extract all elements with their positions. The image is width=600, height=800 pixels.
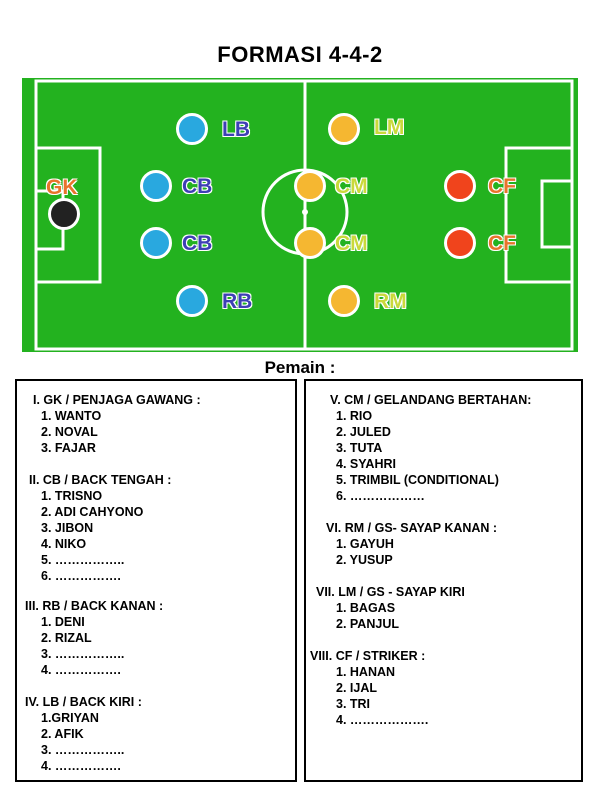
player-cf-2 — [444, 227, 476, 259]
player-cm-1 — [294, 170, 326, 202]
list-item: 1. HANAN — [336, 665, 396, 679]
list-item: 3. TRI — [336, 697, 371, 711]
player-label-rb: RB — [222, 290, 253, 313]
list-item: 4. SYAHRI — [336, 457, 396, 471]
list-item: 3. TUTA — [336, 441, 383, 455]
player-rb — [176, 285, 208, 317]
player-rm — [328, 285, 360, 317]
player-label-cf-2: CF — [488, 232, 516, 255]
list-item: 3. JIBON — [41, 521, 94, 535]
list-item: 1. RIO — [336, 409, 373, 423]
roster-box-right — [304, 379, 583, 782]
pitch-markings — [22, 78, 578, 352]
player-label-cm-1: CM — [335, 175, 368, 198]
list-item: 2. AFIK — [41, 727, 84, 741]
list-item: 6. ……………… — [336, 489, 425, 503]
list-item: 4. NIKO — [41, 537, 87, 551]
football-pitch — [22, 78, 578, 352]
player-cb-2 — [140, 227, 172, 259]
list-item: 1. GAYUH — [336, 537, 394, 551]
right-penalty-box — [506, 148, 572, 282]
section-heading-cf: VIII. CF / STRIKER : — [310, 649, 426, 663]
list-item: 2. ADI CAHYONO — [41, 505, 144, 519]
player-lb — [176, 113, 208, 145]
list-item: 3. …………….. — [41, 647, 125, 661]
player-label-rm: RM — [374, 290, 407, 313]
list-item: 2. PANJUL — [336, 617, 399, 631]
player-label-cf-1: CF — [488, 175, 516, 198]
list-item: 2. YUSUP — [336, 553, 393, 567]
list-item: 1.GRIYAN — [41, 711, 99, 725]
player-label-cb-2: CB — [182, 232, 213, 255]
player-cm-2 — [294, 227, 326, 259]
section-heading-lm: VII. LM / GS - SAYAP KIRI — [316, 585, 465, 599]
list-item: 1. BAGAS — [336, 601, 396, 615]
list-item: 2. JULED — [336, 425, 391, 439]
player-cf-1 — [444, 170, 476, 202]
center-spot — [302, 209, 308, 215]
list-item: 4. ……………. — [41, 663, 121, 677]
list-item: 2. RIZAL — [41, 631, 92, 645]
section-heading-gk: I. GK / PENJAGA GAWANG : — [33, 393, 201, 407]
list-item: 1. WANTO — [41, 409, 102, 423]
list-item: 5. …………….. — [41, 553, 125, 567]
list-item: 3. …………….. — [41, 743, 125, 757]
player-label-cm-2: CM — [335, 232, 368, 255]
list-item: 5. TRIMBIL (CONDITIONAL) — [336, 473, 499, 487]
players-heading: Pemain : — [264, 358, 336, 377]
list-item: 2. NOVAL — [41, 425, 98, 439]
page-title: FORMASI 4-4-2 — [217, 42, 383, 67]
right-goal-box — [542, 181, 572, 247]
list-item: 1. TRISNO — [41, 489, 103, 503]
section-heading-cm: V. CM / GELANDANG BERTAHAN: — [330, 393, 532, 407]
player-label-lb: LB — [222, 118, 250, 141]
section-heading-lb: IV. LB / BACK KIRI : — [25, 695, 142, 709]
list-item: 4. ………………. — [336, 713, 429, 727]
list-item: 3. FAJAR — [41, 441, 96, 455]
player-cb-1 — [140, 170, 172, 202]
roster-box-left — [15, 379, 297, 782]
list-item: 2. IJAL — [336, 681, 377, 695]
list-item: 6. ……………. — [41, 569, 121, 583]
player-lm — [328, 113, 360, 145]
player-label-cb-1: CB — [182, 175, 213, 198]
section-heading-cb: II. CB / BACK TENGAH : — [29, 473, 172, 487]
player-gk — [48, 198, 80, 230]
section-heading-rm: VI. RM / GS- SAYAP KANAN : — [326, 521, 498, 535]
player-label-lm: LM — [374, 116, 405, 139]
section-heading-rb: III. RB / BACK KANAN : — [25, 599, 164, 613]
list-item: 4. ……………. — [41, 759, 121, 773]
player-label-gk: GK — [46, 176, 78, 199]
list-item: 1. DENI — [41, 615, 85, 629]
